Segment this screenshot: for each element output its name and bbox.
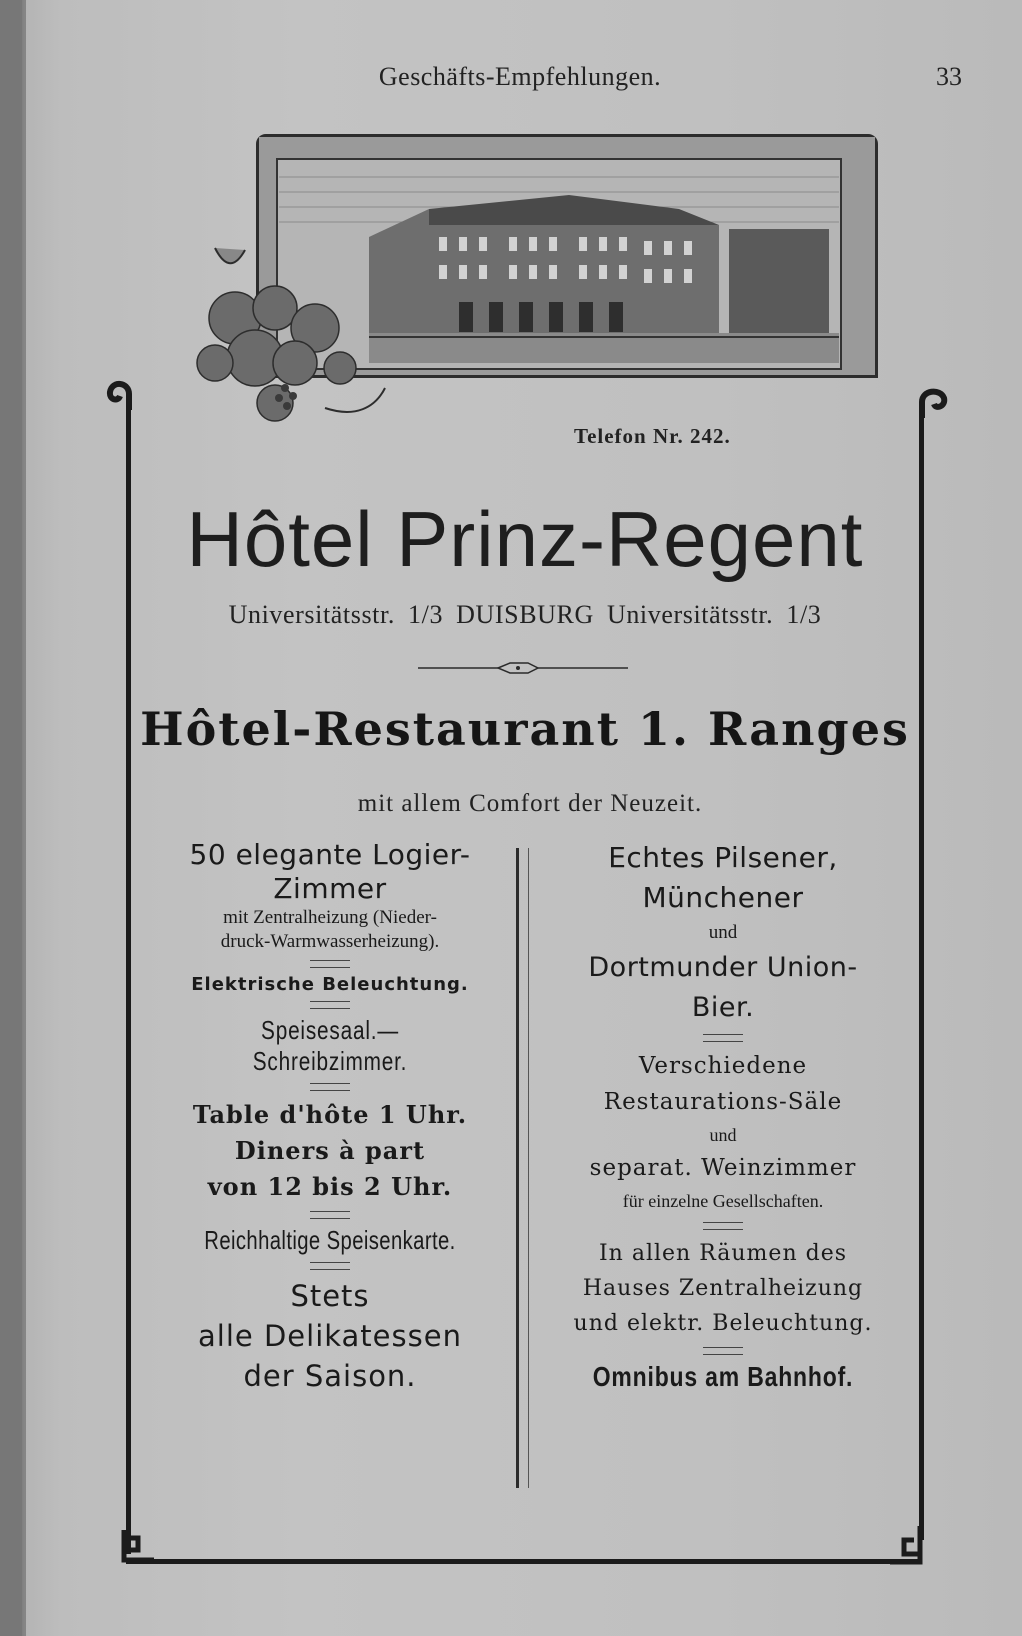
rooms-line-2: Zimmer (273, 872, 387, 905)
diners-time-line: von 12 bis 2 Uhr. (207, 1172, 453, 1201)
ornamental-divider (418, 660, 628, 676)
beer-and: und (708, 922, 738, 943)
delicatessen-line-2: alle Delikatessen (198, 1319, 462, 1353)
halls-line-2: Restaurations-Säle (603, 1089, 843, 1115)
book-spine (0, 0, 22, 1636)
restaurant-title: Hôtel-Restaurant 1. Ranges (140, 702, 910, 756)
separator (310, 1211, 350, 1219)
right-corner-ornament (888, 1526, 924, 1566)
halls-line-3: separat. Weinzimmer (589, 1155, 857, 1181)
heating-line-1: In allen Räumen des (598, 1241, 847, 1266)
beer-line-2: Münchener (642, 881, 804, 914)
restaurant-subtitle: mit allem Comfort der Neuzeit. (357, 790, 703, 817)
heating-line-3: und elektr. Beleuchtung. (573, 1311, 873, 1336)
separator (310, 1001, 350, 1009)
separator (703, 1222, 743, 1230)
separator (310, 1083, 350, 1091)
column-divider-thin (528, 848, 529, 1488)
lighting-line: Elektrische Beleuchtung. (191, 974, 469, 995)
left-border-rule (126, 404, 131, 1554)
right-border-rule (919, 410, 924, 1540)
column-divider (516, 848, 519, 1488)
beer-line-3: Dortmunder Union- (588, 952, 858, 983)
beer-line-4: Bier. (691, 992, 755, 1023)
table-dhote-line: Table d'hôte 1 Uhr. (192, 1100, 468, 1129)
heating-line-2: Hauses Zentralheizung (582, 1276, 864, 1301)
heating-line-2: druck-Warmwasserheizung). (220, 931, 440, 952)
halls-line-1: Verschiedene (638, 1053, 808, 1079)
book-spine-shadow (22, 0, 26, 1636)
left-corner-ornament (120, 1528, 156, 1564)
page-number: 33 (936, 62, 962, 91)
delicatessen-line-1: Stets (290, 1279, 370, 1313)
rooms-other-line: Speisesaal.—Schreibzimmer. (252, 1015, 408, 1076)
bottom-border-rule (126, 1559, 922, 1564)
hotel-name: Hôtel Prinz-Regent (186, 495, 864, 583)
delicatessen-line-3: der Saison. (243, 1359, 417, 1393)
beer-line-1: Echtes Pilsener, (608, 841, 838, 874)
omnibus-line: Omnibus am Bahnhof. (592, 1361, 854, 1392)
left-column (155, 838, 505, 1396)
halls-line-4: für einzelne Gesellschaften. (622, 1191, 824, 1211)
diners-line: Diners à part (234, 1136, 426, 1165)
menu-line: Reichhaltige Speisenkarte. (204, 1225, 456, 1255)
left-hook-ornament (104, 376, 144, 412)
separator (310, 1262, 350, 1270)
address-line: Universitätsstr. 1/3 DUISBURG Universitätsstr. 1/3 (228, 600, 822, 629)
rooms-line-1: 50 elegante Logier- (189, 838, 471, 871)
separator (310, 960, 350, 968)
floral-ornament (175, 238, 415, 458)
telephone-number: Telefon Nr. 242. (574, 424, 731, 448)
halls-and: und (709, 1125, 737, 1145)
right-column (548, 838, 898, 1393)
running-head: Geschäfts-Empfehlungen. (378, 62, 662, 91)
heating-line-1: mit Zentralheizung (Nieder- (223, 907, 437, 928)
right-hook-ornament (912, 384, 952, 420)
separator (703, 1347, 743, 1355)
separator (703, 1034, 743, 1042)
